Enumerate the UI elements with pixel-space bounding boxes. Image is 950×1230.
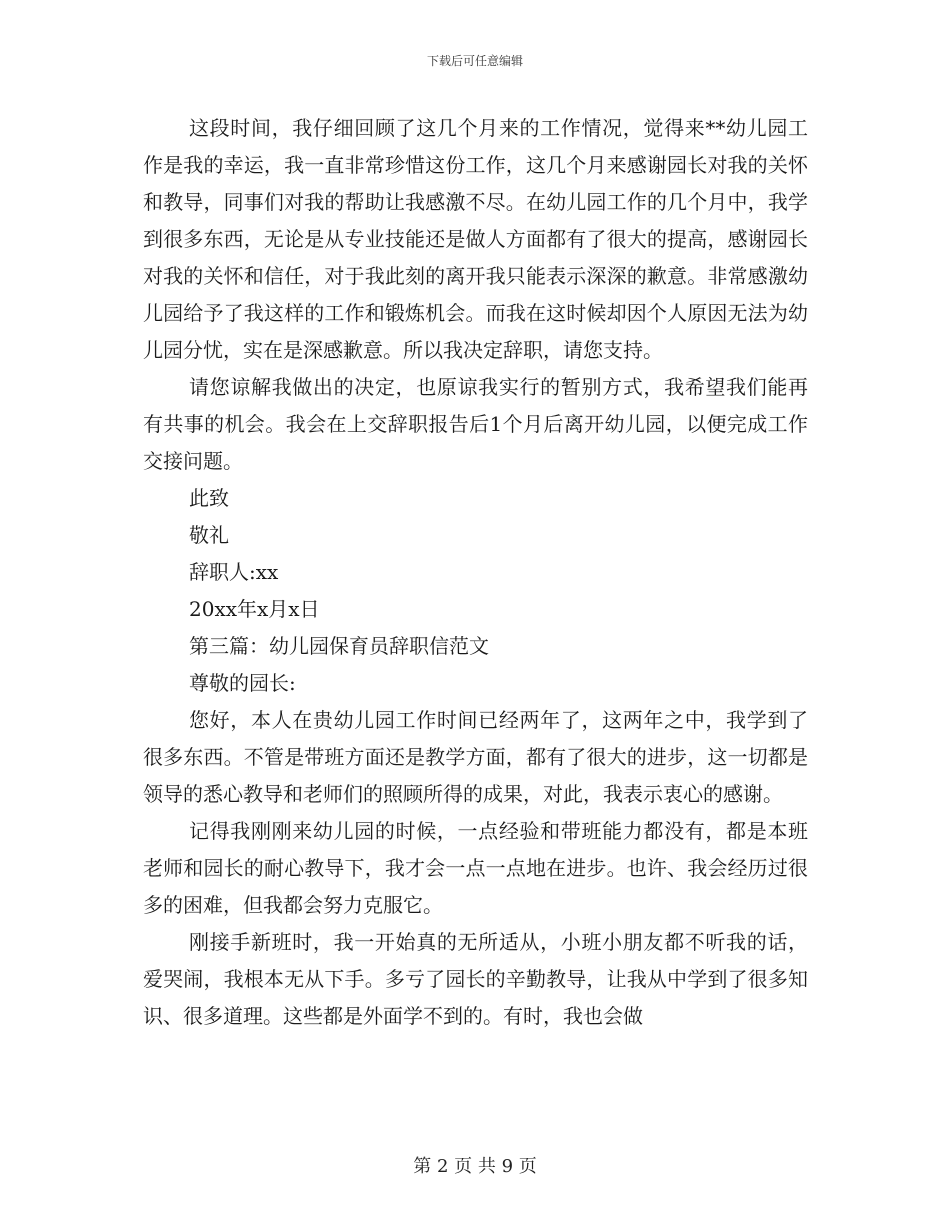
salutation: 尊敬的园长:: [189, 671, 296, 695]
section-title: 第三篇：幼儿园保育员辞职信范文: [189, 634, 489, 658]
closing-line-2: 敬礼: [189, 523, 229, 547]
page-number: 第 2 页 共 9 页: [413, 1156, 537, 1177]
paragraph-5: 刚接手新班时，我一开始真的无所适从，小班小朋友都不听我的话，爱哭闹，我根本无从下手。多亏了园长的辛勤教导，让我从中学到了很多知识、很多道理。这些都是外面学不到的。有时，我也会做: [143, 930, 808, 1028]
paragraph-3: 您好，本人在贵幼儿园工作时间已经两年了，这两年之中，我学到了很多东西。不管是带班方面还是教学方面，都有了很大的进步，这一切都是领导的悉心教导和老师们的照顾所得的成果，对此，我表示衷心的感谢。: [143, 708, 808, 806]
document-body: [143, 110, 808, 1035]
header-note: 下载后可任意编辑: [426, 54, 523, 68]
paragraph-4: 记得我刚刚来幼儿园的时候，一点经验和带班能力都没有，都是本班老师和园长的耐心教导下，我才会一点一点地在进步。也许、我会经历过很多的困难，但我都会努力克服它。: [143, 819, 808, 917]
paragraph-2: 请您谅解我做出的决定，也原谅我实行的暂别方式，我希望我们能再有共事的机会。我会在上交辞职报告后1个月后离开幼儿园，以便完成工作交接问题。: [143, 375, 808, 473]
signer-line: 辞职人:xx: [189, 560, 279, 584]
paragraph-1: 这段时间，我仔细回顾了这几个月来的工作情况，觉得来**幼儿园工作是我的幸运，我一直非常珍惜这份工作，这几个月来感谢园长对我的关怀和教导，同事们对我的帮助让我感激不尽。在幼儿园工作的几个月中，我学到很多东西，无论是从专业技能还是做人方面都有了很大的提高，感谢园长对我的关怀和信任，对于我此刻的离开我只能表示深深的歉意。非常感激幼儿园给予了我这样的工作和锻炼机会。而我在这时候却因个人原因无法为幼儿园分忧，实在是深感歉意。所以我决定辞职，请您支持。: [143, 116, 808, 362]
closing-line-1: 此致: [189, 486, 229, 510]
date-line: 20xx年x月x日: [189, 597, 320, 621]
